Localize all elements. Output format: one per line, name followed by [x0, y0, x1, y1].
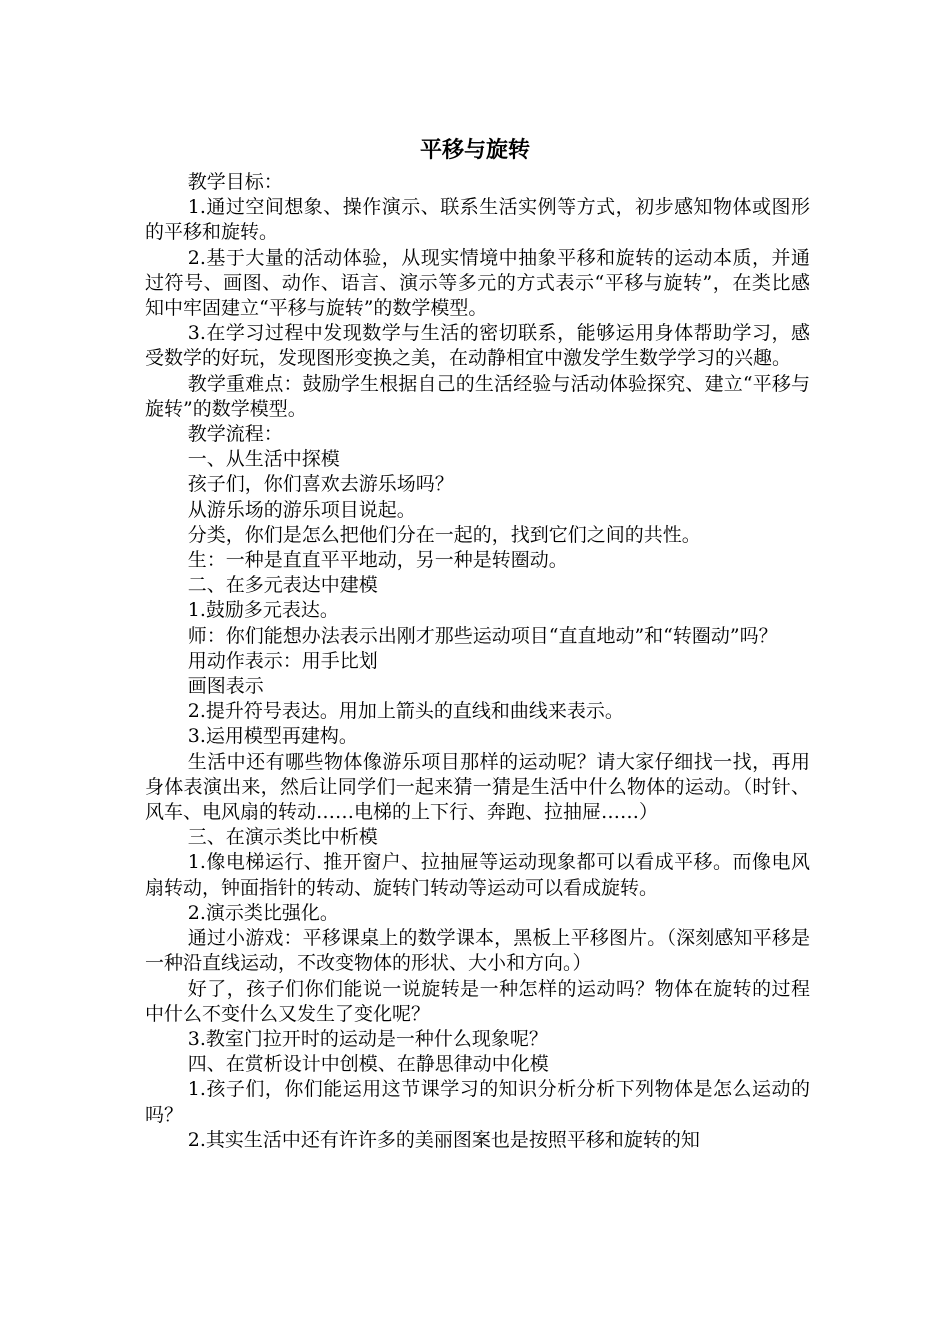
- paragraph: 1.鼓励多元表达。: [187, 599, 339, 622]
- paragraph: 分类，你们是怎么把他们分在一起的，找到它们之间的共性。: [187, 523, 701, 546]
- paragraph: 用动作表示：用手比划: [187, 649, 378, 672]
- document-title: 平移与旋转: [419, 137, 530, 163]
- paragraph: 教学目标：: [187, 171, 283, 193]
- paragraph: 通过小游戏：平移课桌上的数学课本，黑板上平移图片。（深刻感知平移是一种沿直线运动，不改变物体的形状、大小和方向。）: [145, 927, 810, 975]
- paragraph: 生：一种是直直平平地动，另一种是转圈动。: [187, 549, 568, 572]
- paragraph: 四、在赏析设计中创模、在静思律动中化模: [187, 1053, 549, 1076]
- paragraph: 2.提升符号表达。用加上箭头的直线和曲线来表示。: [187, 700, 624, 723]
- paragraph: 一、从生活中探模: [187, 448, 340, 471]
- paragraph: 师：你们能想办法表示出刚才那些运动项目“直直地动”和“转圈动”吗？: [187, 624, 778, 647]
- paragraph: 教学流程：: [187, 423, 283, 446]
- paragraph: 孩子们，你们喜欢去游乐场吗？: [187, 473, 454, 496]
- paragraph: 2.基于大量的活动体验，从现实情境中抽象平移和旋转的运动本质，并通过符号、画图、动作、语言、演示等多元的方式表示“平移与旋转”，在类比感知中牢固建立“平移与旋转”的数学模型。: [145, 246, 810, 320]
- paragraph: 3.教室门拉开时的运动是一种什么现象呢？: [187, 1027, 548, 1050]
- paragraph: 教学重难点：鼓励学生根据自己的生活经验与活动体验探究、建立“平移与旋转”的数学模型。: [145, 372, 810, 420]
- paragraph: 三、在演示类比中析模: [187, 826, 378, 849]
- paragraph: 生活中还有哪些物体像游乐项目那样的运动呢？请大家仔细找一找，再用身体表演出来，然后让同学们一起来猜一猜是生活中什么物体的运动。（时针、风车、电风扇的转动……电梯的上下行、奔跑、拉抽屉……）: [145, 750, 810, 824]
- paragraph: 好了，孩子们你们能说一说旋转是一种怎样的运动吗？物体在旋转的过程中什么不变什么又发生了变化呢？: [145, 977, 810, 1025]
- paragraph: 3.在学习过程中发现数学与生活的密切联系，能够运用身体帮助学习，感受数学的好玩，发现图形变换之美，在动静相宜中激发学生数学学习的兴趣。: [145, 322, 810, 370]
- paragraph: 3.运用模型再建构。: [187, 725, 358, 748]
- paragraph: 2.其实生活中还有许许多的美丽图案也是按照平移和旋转的知: [187, 1128, 700, 1151]
- paragraph: 1.像电梯运行、推开窗户、拉抽屉等运动现象都可以看成平移。而像电风扇转动，钟面指针的转动、旋转门转动等运动可以看成旋转。: [145, 851, 810, 899]
- paragraph: 1.孩子们，你们能运用这节课学习的知识分析分析下列物体是怎么运动的吗？: [145, 1078, 810, 1126]
- paragraph: 2.演示类比强化。: [187, 901, 339, 924]
- paragraph: 二、在多元表达中建模: [187, 574, 378, 597]
- paragraph: 从游乐场的游乐项目说起。: [187, 498, 416, 521]
- paragraph: 画图表示: [187, 675, 264, 698]
- document-body: [145, 170, 810, 1153]
- paragraph: 1.通过空间想象、操作演示、联系生活实例等方式，初步感知物体或图形的平移和旋转。: [145, 196, 810, 244]
